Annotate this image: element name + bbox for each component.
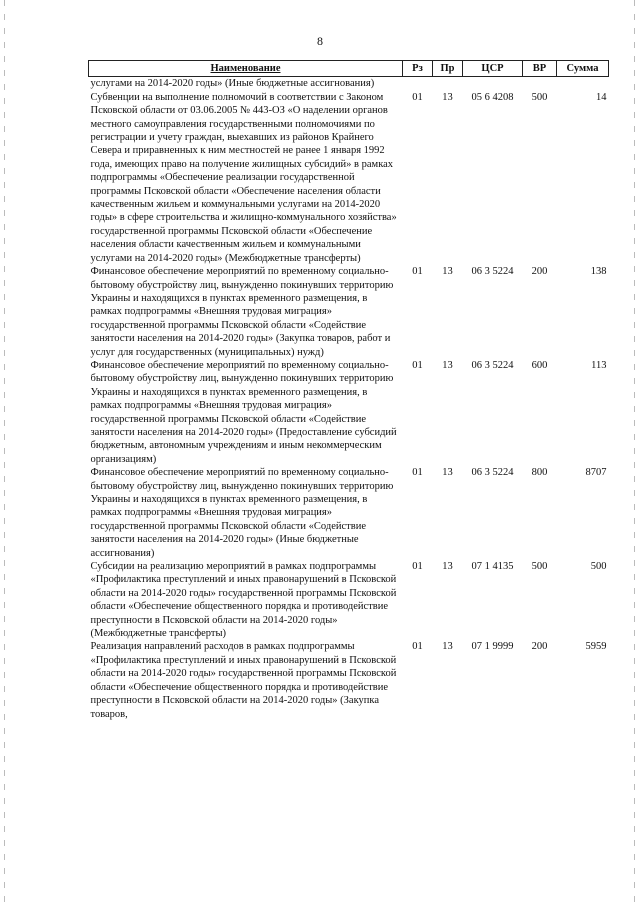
row-rz: 01 [412,91,423,103]
row-sum: 500 [590,561,607,573]
table-row [89,560,609,640]
row-name: Финансовое обеспечение мероприятий по временному социально-бытовому обустройству лиц, вынужденно покинувших территорию Украины и находящихся в пунктах временного размещения, в рамках подпрограммы «Внешняя трудовая миграция» государственной программы Псковской области «Содействие занятости населения на 2014-2020 годы» (Иные бюджетные ассигнования) [90,467,394,559]
scan-edge-left [4,0,5,905]
scan-edge-right [634,0,635,905]
row-pr: 13 [442,91,453,103]
row-rz: 01 [412,641,423,653]
row-vr: 600 [531,359,548,371]
row-sum: 113 [591,359,607,371]
row-pr: 13 [442,467,453,479]
row-csr: 06 3 5224 [471,266,514,278]
header-name: Наименование [89,61,403,77]
row-rz [403,77,433,91]
row-csr: 07 1 9999 [471,641,514,653]
header-sum: Сумма [557,61,609,77]
row-sum [557,77,609,91]
row-csr [463,77,523,91]
row-vr [523,77,557,91]
row-sum: 14 [596,91,607,103]
row-name: Финансовое обеспечение мероприятий по временному социально-бытовому обустройству лиц, вынужденно покинувших территорию Украины и находящихся в пунктах временного размещения, в рамках подпрограммы «Внешняя трудовая миграция» государственной программы Псковской области «Содействие занятости населения на 2014-2020 годы» (Предоставление субсидий бюджетным, автономным учреждениям и иным некоммерческим организациям) [90,359,397,465]
row-csr: 06 3 5224 [471,359,514,371]
header-csr: ЦСР [463,61,523,77]
table-row [89,77,609,91]
page-number: 8 [317,34,323,48]
row-vr: 800 [531,467,548,479]
row-rz: 01 [412,266,423,278]
table-row [89,640,609,720]
header-vr: ВР [523,61,557,77]
table-row [89,466,609,560]
table-header-row [89,61,609,77]
row-rz: 01 [412,561,423,573]
header-rz: Рз [403,61,433,77]
budget-table [88,60,609,721]
row-pr [433,77,463,91]
row-sum: 138 [590,266,607,278]
row-csr: 06 3 5224 [471,467,514,479]
row-vr: 500 [531,561,548,573]
row-vr: 200 [531,266,548,278]
table-row [89,91,609,265]
row-name: Реализация направлений расходов в рамках подпрограммы «Профилактика преступлений и иных правонарушений в Псковской области на 2014-2020 годы» государственной программы Псковской области «Обеспечение общественного порядка и противодействие преступности в Псковской области на 2014-2020 годы» (Закупка товаров, [90,641,397,720]
header-pr: Пр [433,61,463,77]
row-pr: 13 [442,359,453,371]
table-row [89,359,609,466]
row-csr: 05 6 4208 [471,91,514,103]
row-pr: 13 [442,641,453,653]
row-name: услугами на 2014-2020 годы» (Иные бюджетные ассигнования) [90,78,375,90]
row-pr: 13 [442,266,453,278]
row-pr: 13 [442,561,453,573]
row-rz: 01 [412,359,423,371]
row-sum: 5959 [585,641,607,653]
row-name: Финансовое обеспечение мероприятий по временному социально-бытовому обустройству лиц, вынужденно покинувших территорию Украины и находящихся в пунктах временного размещения, в рамках подпрограммы «Внешняя трудовая миграция» государственной программы Псковской области «Содействие занятости населения на 2014-2020 годы» (Закупка товаров, работ и услуг для государственных (муниципальных) нужд) [90,266,394,358]
row-vr: 500 [531,91,548,103]
row-sum: 8707 [585,467,607,479]
row-vr: 200 [531,641,548,653]
row-csr: 07 1 4135 [471,561,514,573]
row-rz: 01 [412,467,423,479]
table-row [89,265,609,359]
row-name: Субсидии на реализацию мероприятий в рамках подпрограммы «Профилактика преступлений и иных правонарушений в Псковской области на 2014-2020 годы» государственной программы Псковской области «Обеспечение общественного порядка и противодействие преступности в Псковской области на 2014-2020 годы» (Межбюджетные трансферты) [90,561,397,640]
row-name: Субвенции на выполнение полномочий в соответствии с Законом Псковской области от 03.06.2005 № 443-ОЗ «О наделении органов местного самоуправления государственными полномочиями по регистрации и учету граждан, выехавших из районов Крайнего Севера и приравненных к ним местностей не ранее 1 января 1992 года, имеющих право на получение жилищных субсидий» в рамках подпрограммы «Обеспечение реализации государственной программы Псковской области «Обеспечение населения области качественным жильем и коммунальными услугами на 2014-2020 годы» в сфере строительства и жилищно-коммунального хозяйства» государственной программы Псковской области «Обеспечение населения области качественным жильем и коммунальными услугами на 2014-2020 годы» (Межбюджетные трансферты) [90,91,397,264]
